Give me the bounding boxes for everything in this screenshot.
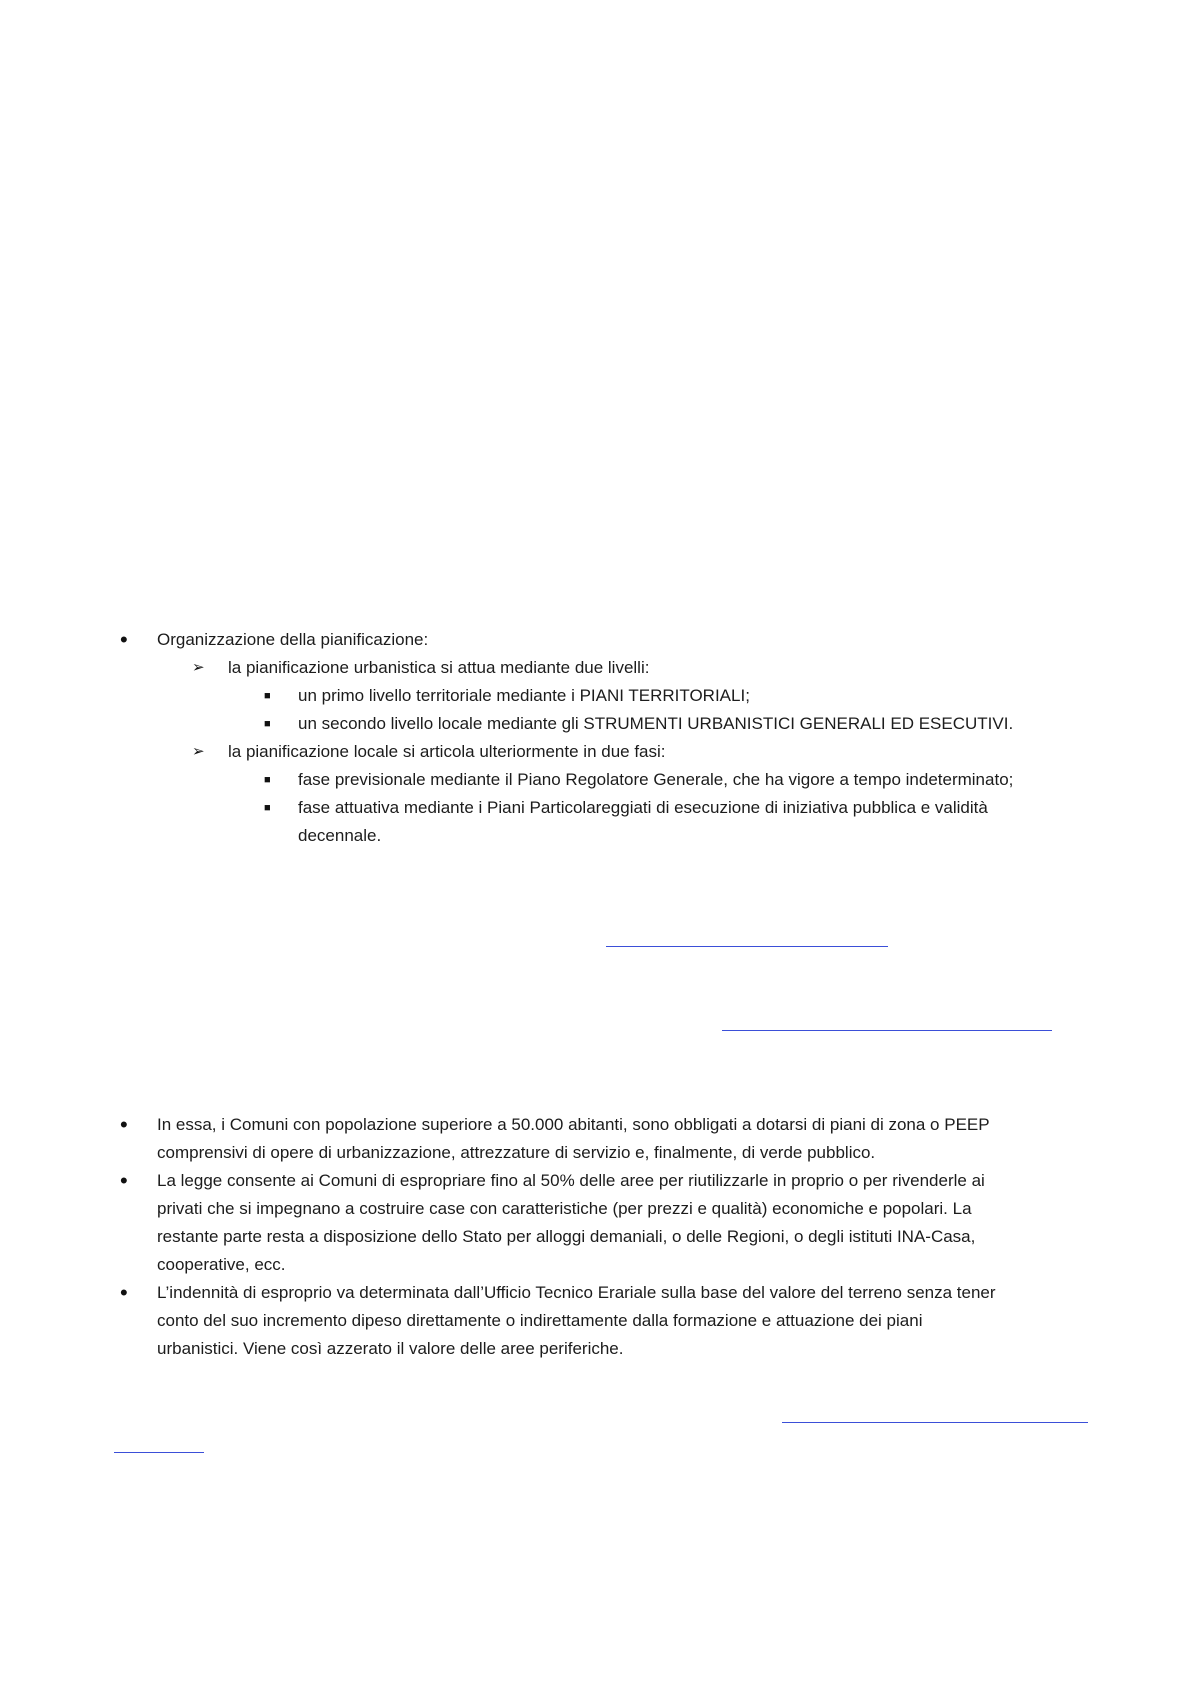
hyperlink-underline[interactable] [782,1422,1088,1423]
bullet-icon: • [120,627,128,652]
arrow-bullet-icon: ➢ [192,743,205,760]
square-bullet-icon: ■ [264,690,271,702]
section2-bullet2-line: privati che si impegnano a costruire case con caratteristiche (per prezzi e qualità) economiche e popolari. La [157,1199,972,1218]
section2-bullet3-line: conto del suo incremento dipeso direttamente o indirettamente dalla formazione e attuazione dei piani [157,1311,923,1330]
section2-bullet3-line: L’indennità di esproprio va determinata dall’Ufficio Tecnico Erariale sulla base del valore del terreno senza tener [157,1283,996,1302]
section1-heading: Organizzazione della pianificazione: [157,630,429,649]
section2-bullet1-line: In essa, i Comuni con popolazione superiore a 50.000 abitanti, sono obbligati a dotarsi di piani di zona o PEEP [157,1115,990,1134]
bullet-icon: • [120,1280,128,1305]
section2-bullet2-line: cooperative, ecc. [157,1255,286,1274]
section2-bullet1-line: comprensivi di opere di urbanizzazione, attrezzature di servizio e, finalmente, di verde pubblico. [157,1143,876,1162]
section1-sub2-item-continued: decennale. [298,826,382,845]
section2-bullet2-line: La legge consente ai Comuni di espropriare fino al 50% delle aree per riutilizzarle in proprio o per rivenderle ai [157,1171,985,1190]
hyperlink-underline[interactable] [606,946,888,947]
bullet-icon: • [120,1112,128,1137]
section1-sub2-item: fase previsionale mediante il Piano Regolatore Generale, che ha vigore a tempo indeterminato; [298,770,1014,789]
square-bullet-icon: ■ [264,774,271,786]
bullet-icon: • [120,1168,128,1193]
square-bullet-icon: ■ [264,802,271,814]
square-bullet-icon: ■ [264,718,271,730]
section1-sub1-item: un secondo livello locale mediante gli STRUMENTI URBANISTICI GENERALI ED ESECUTIVI. [298,714,1014,733]
arrow-bullet-icon: ➢ [192,659,205,676]
section1-sub2-item: fase attuativa mediante i Piani Particolareggiati di esecuzione di iniziativa pubblica e validità [298,798,988,817]
hyperlink-underline[interactable] [722,1030,1052,1031]
section1-sub1-item: un primo livello territoriale mediante i PIANI TERRITORIALI; [298,686,750,705]
section1-sub1-text: la pianificazione urbanistica si attua mediante due livelli: [228,658,650,677]
section2-bullet3-line: urbanistici. Viene così azzerato il valore delle aree periferiche. [157,1339,624,1358]
section1-sub2-text: la pianificazione locale si articola ulteriormente in due fasi: [228,742,666,761]
section2-bullet2-line: restante parte resta a disposizione dello Stato per alloggi demaniali, o delle Regioni, o degli istituti INA-Casa, [157,1227,976,1246]
hyperlink-underline[interactable] [114,1452,204,1453]
